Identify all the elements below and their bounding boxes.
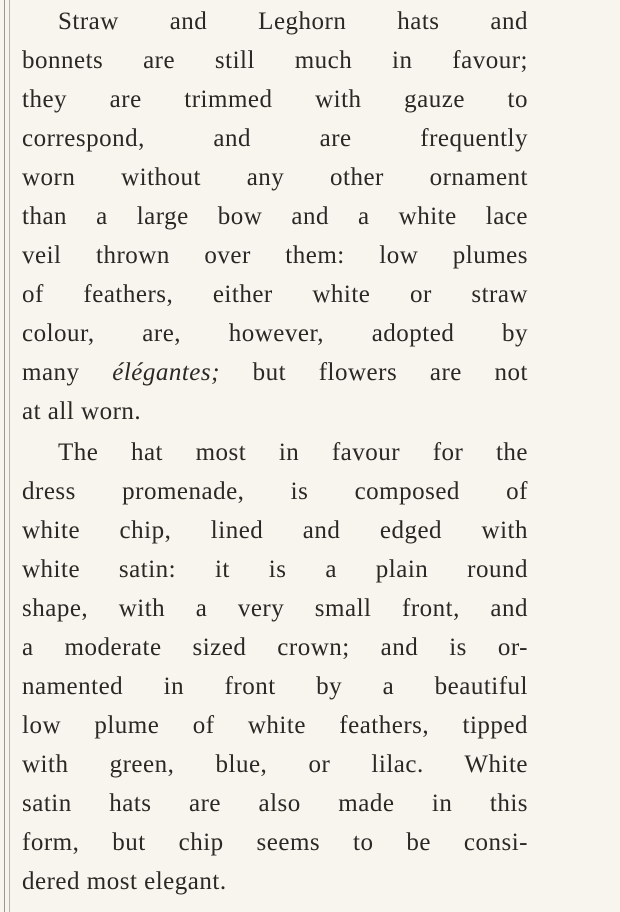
text-line: form, but chip seems to be consi- [22, 829, 528, 856]
text-line: white chip, lined and edged with [22, 517, 528, 544]
text-line: Straw and Leghorn hats and [58, 8, 528, 35]
text-line: correspond, and are frequently [22, 125, 528, 152]
text-segment: many [22, 359, 113, 386]
text-line: satin hats are also made in this [22, 790, 528, 817]
text-line: of feathers, either white or straw [22, 281, 528, 308]
text-line: shape, with a very small front, and [22, 595, 528, 622]
text-line: veil thrown over them: low plumes [22, 242, 528, 269]
paragraph-promenade-hat [22, 431, 528, 901]
page-gutter-rules [0, 0, 14, 912]
text-segment: but flowers are not [219, 359, 528, 386]
paragraph-straw-hats [22, 0, 528, 431]
text-line: with green, blue, or lilac. White [22, 751, 528, 778]
text-line: worn without any other ornament [22, 164, 528, 191]
gutter-rule [9, 0, 10, 912]
text-line: dered most elegant. [22, 868, 227, 895]
text-line: than a large bow and a white lace [22, 203, 528, 230]
text-column [22, 0, 528, 901]
text-line: The hat most in favour for the [58, 439, 528, 466]
text-line: colour, are, however, adopted by [22, 320, 528, 347]
text-line: namented in front by a beautiful [22, 673, 528, 700]
text-line-mixed [22, 353, 528, 392]
text-line: low plume of white feathers, tipped [22, 712, 528, 739]
text-line: at all worn. [22, 398, 142, 425]
italic-term: élégantes; [112, 359, 220, 386]
text-line: they are trimmed with gauze to [22, 86, 528, 113]
text-line: white satin: it is a plain round [22, 556, 528, 583]
text-line: bonnets are still much in favour; [22, 47, 528, 74]
text-line: dress promenade, is composed of [22, 478, 528, 505]
text-line: a moderate sized crown; and is or- [22, 634, 528, 661]
gutter-rule [4, 0, 5, 912]
